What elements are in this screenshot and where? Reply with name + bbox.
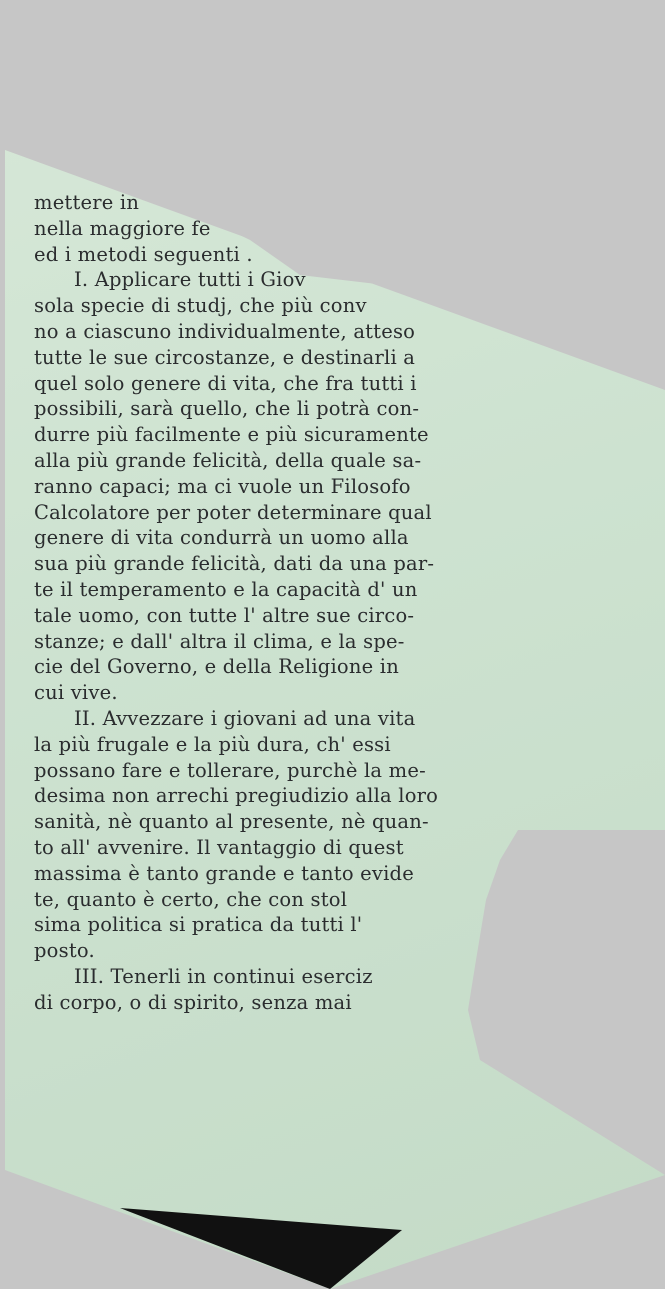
text-line: genere di vita condurrà un uomo alla [34, 526, 409, 550]
section-heading-line: III. Tenerli in continui eserciz [74, 964, 373, 988]
text-line: sima politica si pratica da tutti l' [34, 913, 363, 937]
text-line: sua più grande felicità, dati da una par- [34, 552, 435, 576]
text-line: to all' avvenire. Il vantaggio di quest [34, 835, 404, 859]
text-line: ranno capaci; ma ci vuole un Filosofo [34, 474, 411, 498]
text-line: possano fare e tollerare, purchè la me- [34, 758, 426, 782]
text-line: cie del Governo, e della Religione in [34, 655, 399, 679]
text-line: di corpo, o di spirito, senza mai [34, 990, 352, 1014]
text-line: quel solo genere di vita, che fra tutti i [34, 371, 417, 395]
text-line: possibili, sarà quello, che li potrà con- [34, 397, 420, 421]
text-line: sanità, nè quanto al presente, nè quan- [34, 810, 429, 834]
text-line: posto. [34, 939, 95, 963]
text-line: la più frugale e la più dura, ch' essi [34, 732, 391, 756]
text-line: desima non arrechi pregiudizio alla loro [34, 784, 439, 808]
section-heading-line: I. Applicare tutti i Giov [74, 268, 306, 292]
text-line: alla più grande felicità, della quale sa- [34, 448, 422, 472]
text-line: sola specie di studj, che più conv [34, 294, 367, 318]
section-heading-line: II. Avvezzare i giovani ad una vita [74, 706, 416, 730]
text-line: massima è tanto grande e tanto evide [34, 861, 414, 885]
text-line: te il temperamento e la capacità d' un [34, 577, 418, 601]
text-line: mettere in [34, 191, 140, 214]
text-line: nella maggiore fe [34, 216, 211, 240]
text-line: stanze; e dall' altra il clima, e la spe- [34, 629, 405, 653]
text-line: te, quanto è certo, che con stol [34, 887, 348, 911]
page-text [34, 190, 514, 1016]
text-line: Calcolatore per poter determinare qual [34, 500, 432, 524]
text-line: ed i metodi seguenti . [34, 242, 253, 266]
text-line: tutte le sue circostanze, e destinarli a [34, 345, 416, 369]
text-line: durre più facilmente e più sicuramente [34, 423, 429, 447]
text-line: tale uomo, con tutte l' altre sue circo- [34, 603, 415, 627]
text-line: cui vive. [34, 681, 118, 705]
text-line: no a ciascuno individualmente, atteso [34, 319, 416, 343]
